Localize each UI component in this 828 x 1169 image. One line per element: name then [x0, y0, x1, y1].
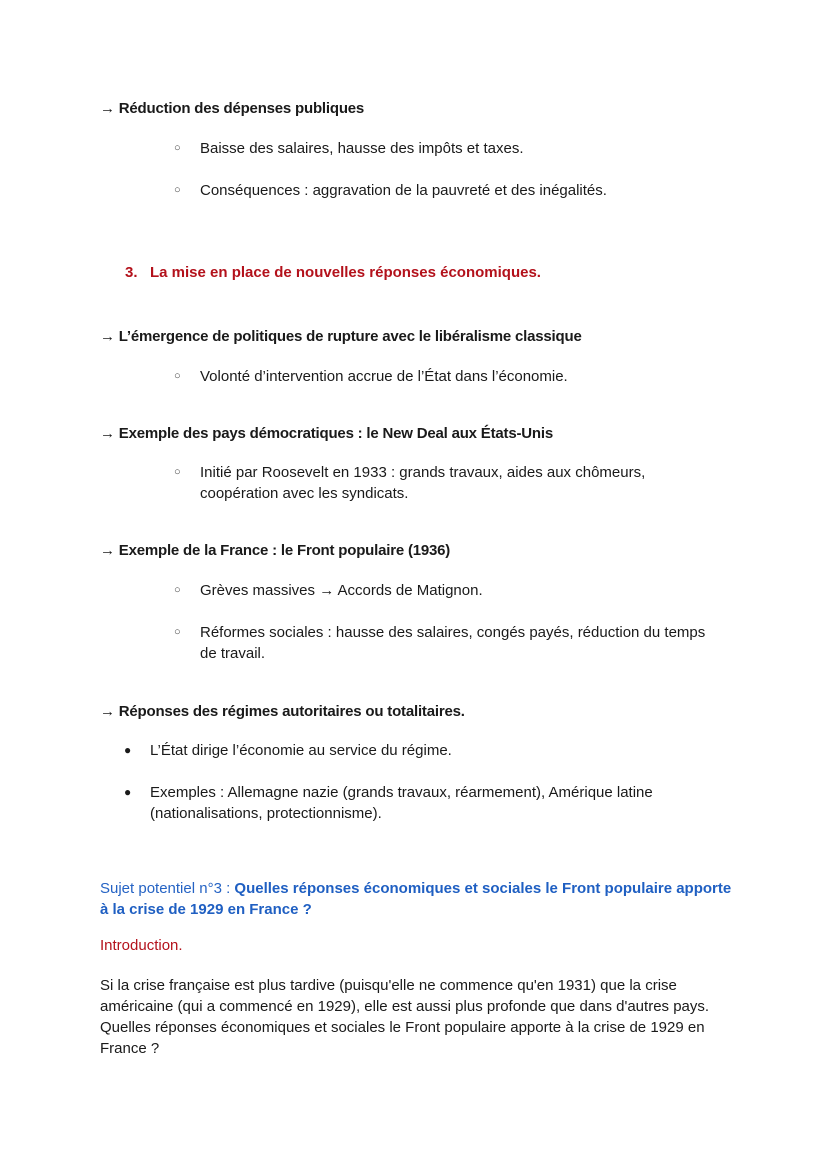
- list-item: ● Exemples : Allemagne nazie (grands travaux, réarmement), Amérique latine (nationalisations, protectionnisme).: [124, 784, 653, 822]
- circle-bullet-icon: ○: [174, 370, 181, 382]
- list-item: ○ Conséquences : aggravation de la pauvreté et des inégalités.: [174, 182, 607, 199]
- circle-bullet-icon: ○: [174, 142, 181, 154]
- heading-emergence-politiques: → L’émergence de politiques de rupture avec le libéralisme classique: [100, 328, 582, 345]
- circle-bullet-icon: ○: [174, 584, 181, 596]
- heading-regimes-autoritaires: → Réponses des régimes autoritaires ou totalitaires.: [100, 703, 465, 720]
- heading-reduction-depenses: → Réduction des dépenses publiques: [100, 100, 365, 117]
- circle-bullet-icon: ○: [174, 466, 181, 478]
- disc-bullet-icon: ●: [124, 785, 132, 799]
- list-item: ● L’État dirige l’économie au service du régime.: [124, 742, 452, 759]
- list-item: ○ Réformes sociales : hausse des salaires, congés payés, réduction du temps de travail.: [174, 624, 706, 662]
- list-item: ○ Baisse des salaires, hausse des impôts et taxes.: [174, 140, 524, 157]
- intro-heading: Introduction.: [100, 937, 183, 954]
- heading-new-deal: → Exemple des pays démocratiques : le New Deal aux États-Unis: [100, 425, 553, 442]
- disc-bullet-icon: ●: [124, 743, 132, 757]
- circle-bullet-icon: ○: [174, 184, 181, 196]
- list-item: ○ Grèves massives → Accords de Matignon.: [174, 582, 483, 599]
- subject-text: Quelles réponses économiques et sociales le Front populaire apporte à la crise de 1929 en France ?: [100, 880, 732, 918]
- intro-paragraph: Si la crise française est plus tardive (puisqu'elle ne commence qu'en 1931) que la crise américaine (qui a commencé en 1929), elle est aussi plus profonde que dans d'autres pays. Quelles réponses économiques et sociales le Front populaire apporte à la crise de 1929 en France ?: [100, 977, 710, 1057]
- subject-question: [100, 878, 740, 920]
- list-item: ○ Initié par Roosevelt en 1933 : grands travaux, aides aux chômeurs, coopération avec les syndicats.: [174, 464, 646, 502]
- subject-label: Sujet potentiel n°3 :: [100, 880, 235, 897]
- heading-front-populaire: → Exemple de la France : le Front populaire (1936): [100, 542, 451, 559]
- section-heading-3: 3. La mise en place de nouvelles réponses économiques.: [125, 264, 541, 281]
- circle-bullet-icon: ○: [174, 626, 181, 638]
- list-item: ○ Volonté d’intervention accrue de l’État dans l’économie.: [174, 368, 568, 385]
